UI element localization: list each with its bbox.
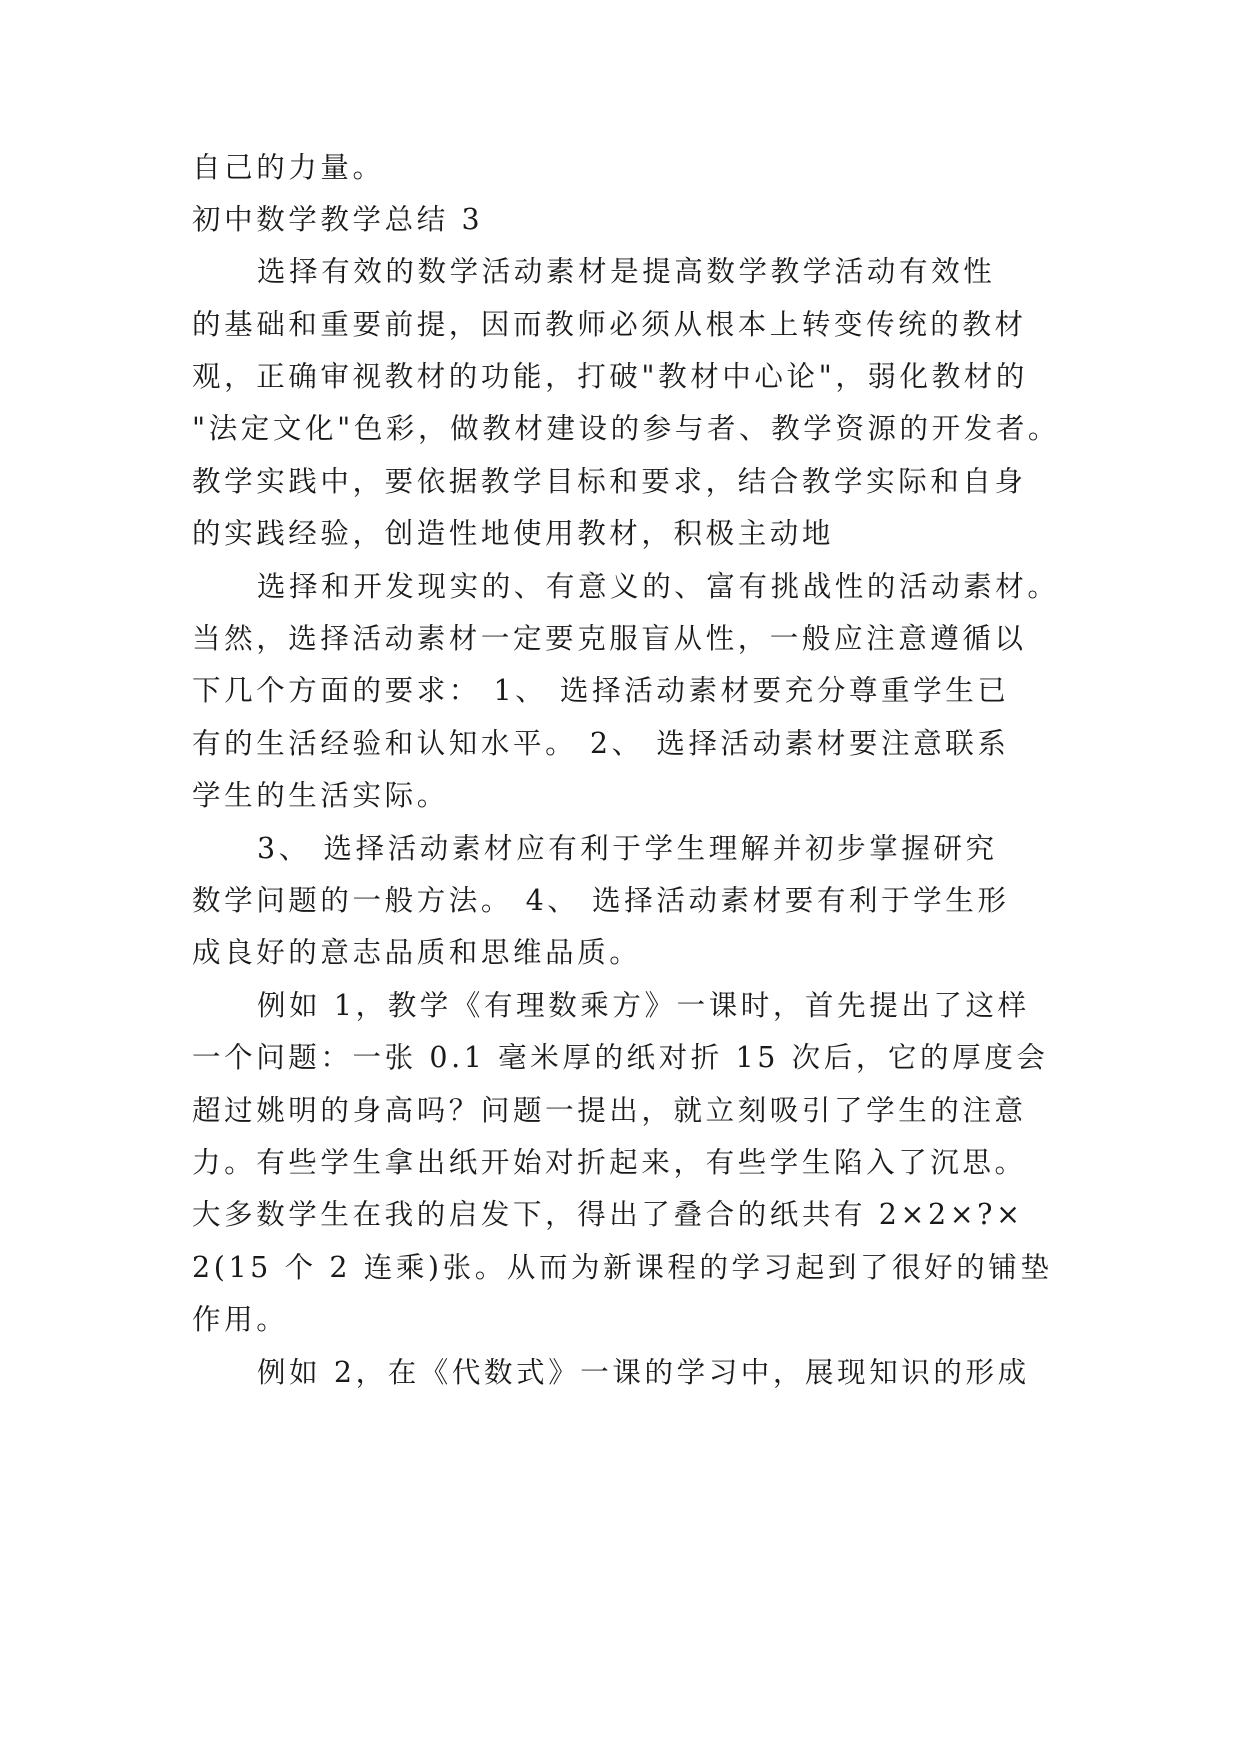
text-line: 自己的力量。 [192, 151, 385, 184]
paragraph-line: 3、 选择活动素材应有利于学生理解并初步掌握研究 [257, 832, 998, 865]
paragraph-line: 力。有些学生拿出纸开始对折起来，有些学生陷入了沉思。 [192, 1146, 1027, 1179]
paragraph-line: 例如 2，在《代数式》一课的学习中，展现知识的形成 [257, 1356, 1030, 1389]
paragraph-line: 观，正确审视教材的功能，打破"教材中心论"，弱化教材的 [192, 360, 1028, 393]
paragraph-line: 选择和开发现实的、有意义的、富有挑战性的活动素材。 [257, 570, 1060, 603]
section-heading: 初中数学教学总结 3 [192, 203, 484, 236]
paragraph-line: 有的生活经验和认知水平。 2、 选择活动素材要注意联系 [192, 727, 1010, 760]
paragraph-line: 的基础和重要前提，因而教师必须从根本上转变传统的教材 [192, 308, 1027, 341]
paragraph-line: 2(15 个 2 连乘)张。从而为新课程的学习起到了很好的铺垫 [192, 1251, 1053, 1284]
paragraph-line: 当然，选择活动素材一定要克服盲从性，一般应注意遵循以 [192, 622, 1027, 655]
paragraph-line: 作用。 [192, 1303, 289, 1336]
paragraph-line: 学生的生活实际。 [192, 779, 449, 812]
paragraph-line: 大多数学生在我的启发下，得出了叠合的纸共有 2×2×?× [192, 1198, 1024, 1231]
paragraph-line: 超过姚明的身高吗？问题一提出，就立刻吸引了学生的注意 [192, 1094, 1027, 1127]
paragraph-line: 下几个方面的要求： 1、 选择活动素材要充分尊重学生已 [192, 674, 1010, 707]
paragraph-line: 的实践经验，创造性地使用教材，积极主动地 [192, 517, 835, 550]
paragraph-line: 一个问题：一张 0.1 毫米厚的纸对折 15 次后，它的厚度会 [192, 1041, 1049, 1074]
paragraph-line: 数学问题的一般方法。 4、 选择活动素材要有利于学生形 [192, 884, 1010, 917]
paragraph-line: 例如 1，教学《有理数乘方》一课时，首先提出了这样 [257, 989, 1030, 1022]
paragraph-line: "法定文化"色彩，做教材建设的参与者、教学资源的开发者。 [192, 412, 1061, 445]
paragraph-line: 成良好的意志品质和思维品质。 [192, 936, 642, 969]
paragraph-line: 教学实践中，要依据教学目标和要求，结合教学实际和自身 [192, 465, 1027, 498]
paragraph-line: 选择有效的数学活动素材是提高数学教学活动有效性 [257, 255, 996, 288]
